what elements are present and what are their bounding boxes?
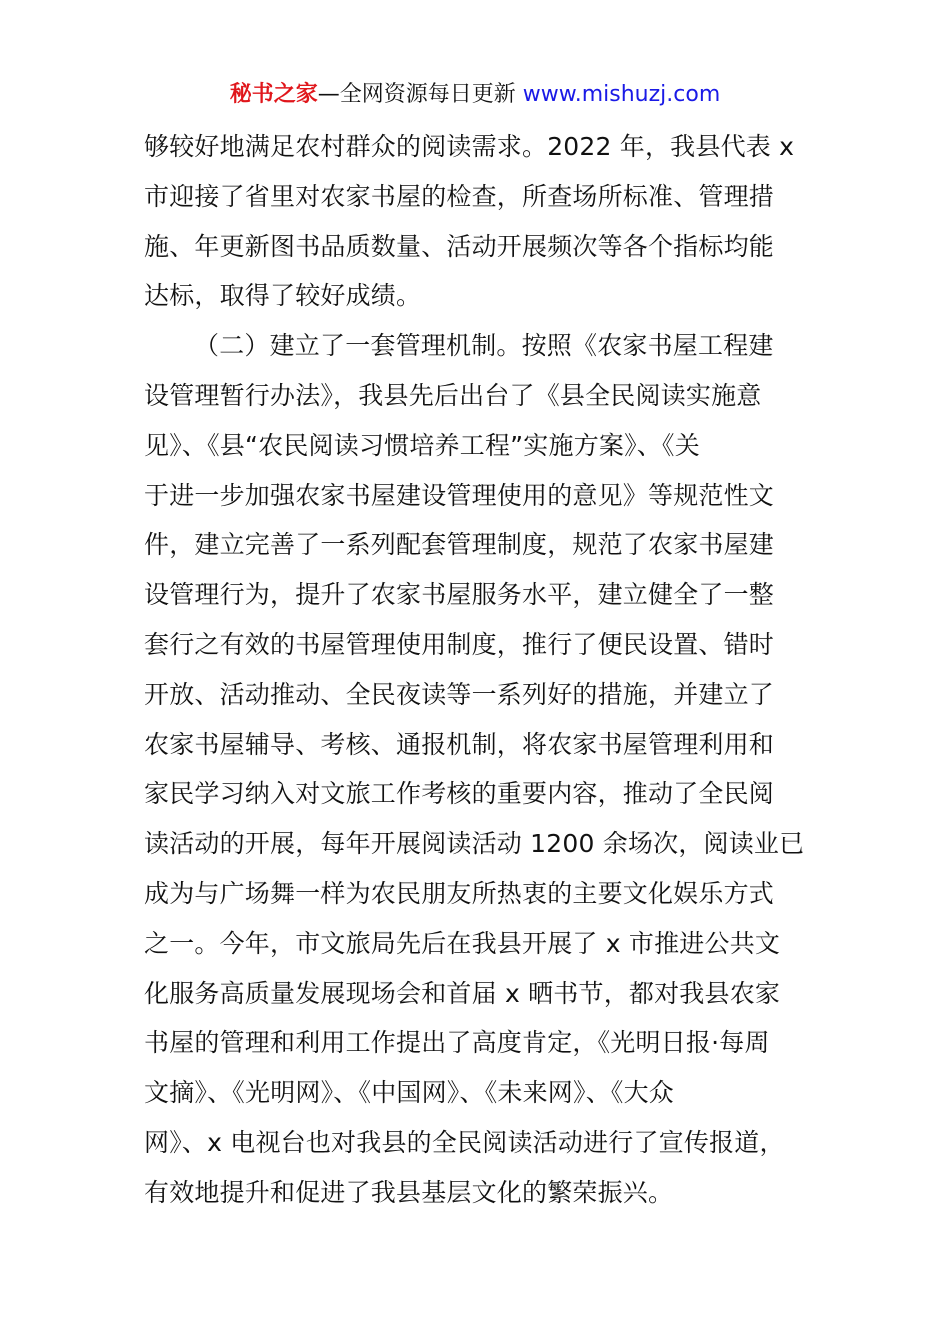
text-line: 件，建立完善了一系列配套管理制度，规范了农家书屋建	[144, 530, 775, 560]
text-line: 设管理行为，提升了农家书屋服务水平，建立健全了一整	[144, 580, 775, 610]
section-heading-line: （二）建立了一套管理机制。按照《农家书屋工程建	[194, 331, 774, 361]
text-line: 够较好地满足农村群众的阅读需求。2022 年，我县代表 x	[144, 132, 795, 161]
text-line: 有效地提升和促进了我县基层文化的繁荣振兴。	[144, 1177, 674, 1207]
text-line: 家民学习纳入对文旅工作考核的重要内容，推动了全民阅	[144, 779, 775, 809]
text-line: 设管理暂行办法》，我县先后出台了《县全民阅读实施意	[144, 380, 762, 410]
text-line: 文摘》、《光明网》、《中国网》、《未来网》、《大众	[144, 1078, 675, 1108]
text-line: 读活动的开展，每年开展阅读活动 1200 余场次，阅读业已	[144, 829, 805, 859]
site-header	[0, 80, 950, 110]
text-line: 于进一步加强农家书屋建设管理使用的意见》等规范性文	[144, 480, 775, 510]
text-line: 套行之有效的书屋管理使用制度，推行了便民设置、错时	[144, 629, 775, 659]
text-line: 达标，取得了较好成绩。	[144, 281, 422, 311]
text-line: 之一。今年，市文旅局先后在我县开展了 x 市推进公共文	[144, 928, 781, 958]
text-line: 市迎接了省里对农家书屋的检查，所查场所标准、管理措	[144, 181, 775, 211]
text-line: 化服务高质量发展现场会和首届 x 晒书节，都对我县农家	[144, 978, 781, 1008]
document-body	[144, 122, 812, 1218]
text-line: 开放、活动推动、全民夜读等一系列好的措施，并建立了	[144, 679, 775, 709]
text-line: 成为与广场舞一样为农民朋友所热衷的主要文化娱乐方式	[144, 878, 775, 908]
header-tagline: —全网资源每日更新	[317, 82, 516, 107]
text-line: 农家书屋辅导、考核、通报机制，将农家书屋管理利用和	[144, 729, 775, 759]
text-line: 书屋的管理和利用工作提出了高度肯定，《光明日报·每周	[144, 1028, 770, 1058]
text-line: 见》、《县“农民阅读习惯培养工程”实施方案》、《关	[144, 430, 700, 460]
text-line: 网》、x 电视台也对我县的全民阅读活动进行了宣传报道，	[144, 1127, 785, 1157]
text-line: 施、年更新图书品质数量、活动开展频次等各个指标均能	[144, 231, 775, 261]
site-url-link[interactable]: www.mishuzj.com	[522, 82, 721, 107]
brand-name: 秘书之家	[229, 82, 318, 107]
